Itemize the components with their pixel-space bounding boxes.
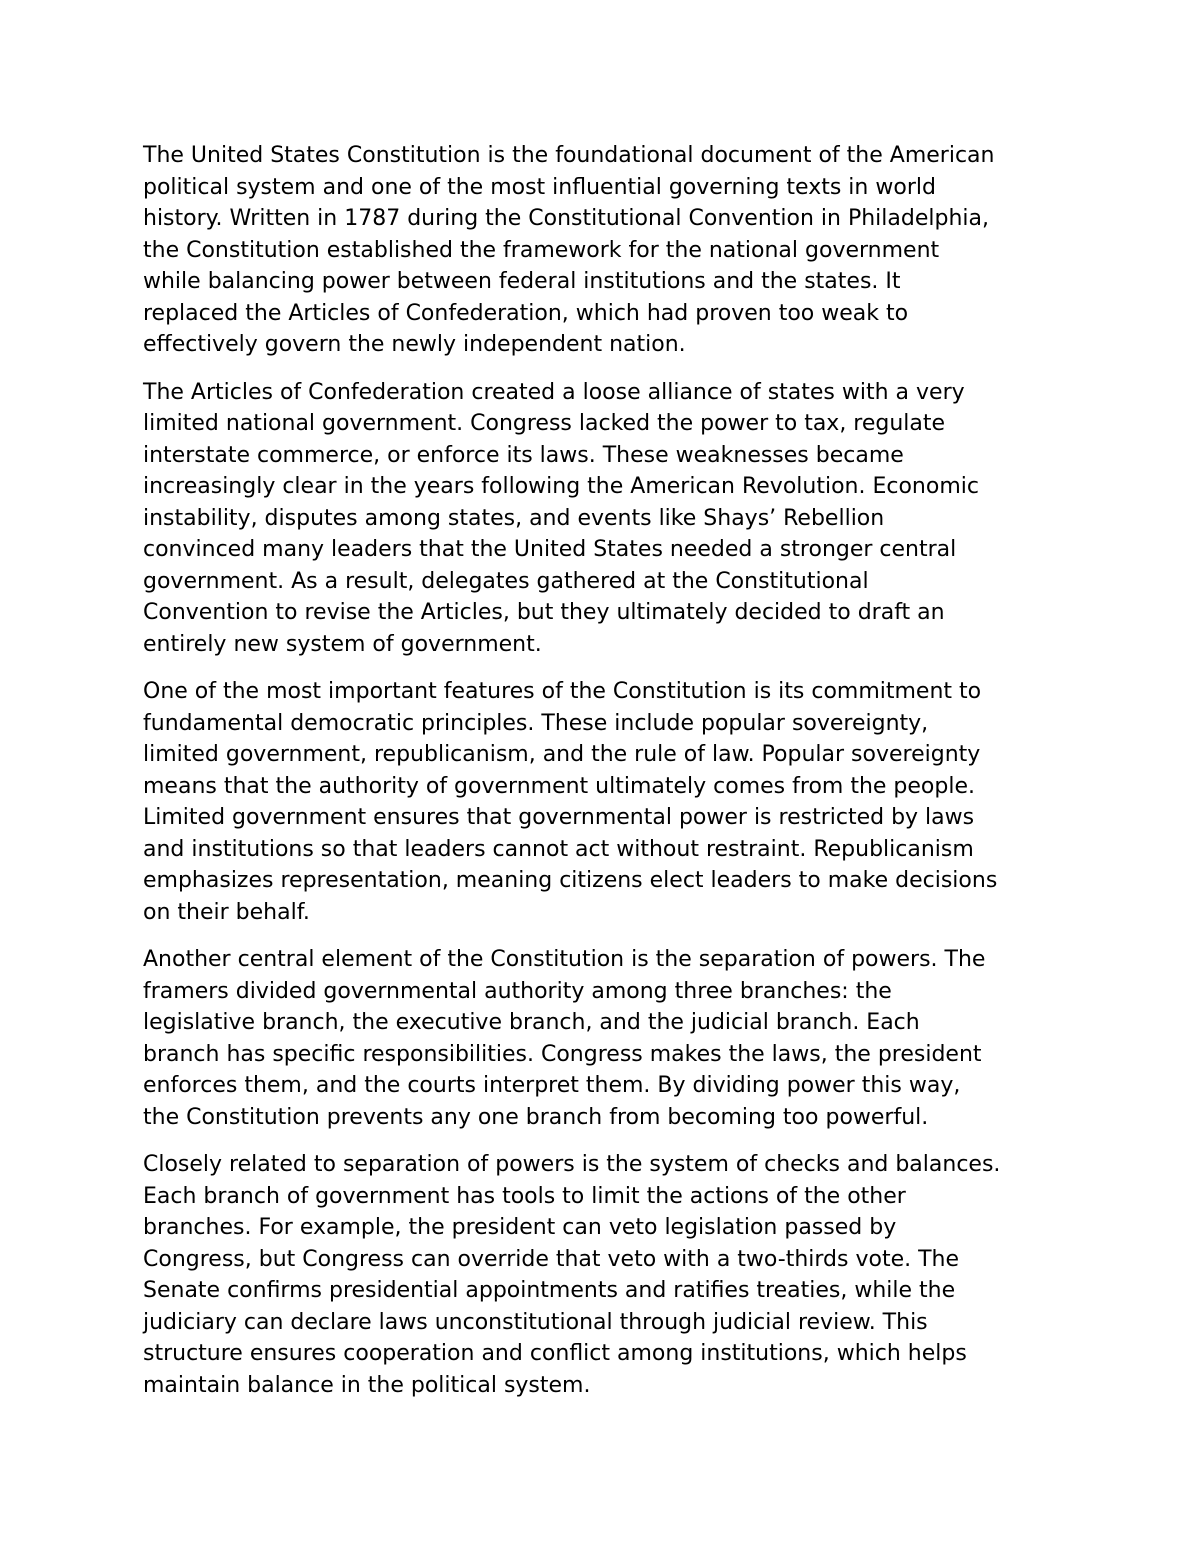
text-line: Congress, but Congress can override that veto with a two-thirds vote. The: [143, 1246, 960, 1272]
text-line: fundamental democratic principles. These include popular sovereignty,: [143, 710, 929, 736]
text-line: The United States Constitution is the foundational document of the American: [143, 143, 995, 168]
text-line: Each branch of government has tools to limit the actions of the other: [143, 1183, 906, 1209]
text-line: limited government, republicanism, and the rule of law. Popular sovereignty: [143, 742, 981, 767]
text-line: the Constitution established the framework for the national government: [143, 237, 940, 263]
text-line: replaced the Articles of Confederation, which had proven too weak to: [143, 300, 909, 326]
paragraph-2: [143, 377, 1058, 661]
paragraph-4: [143, 944, 1058, 1133]
text-line: The Articles of Confederation created a loose alliance of states with a very: [143, 379, 965, 405]
text-line: effectively govern the newly independent nation.: [143, 332, 686, 357]
text-line: entirely new system of government.: [143, 631, 542, 657]
text-line: increasingly clear in the years following the American Revolution. Economic: [143, 474, 979, 499]
text-line: convinced many leaders that the United States needed a stronger central: [143, 537, 957, 562]
paragraph-5: [143, 1149, 1058, 1401]
text-line: while balancing power between federal institutions and the states. It: [143, 269, 901, 294]
text-line: means that the authority of government ultimately comes from the people.: [143, 773, 975, 799]
text-line: maintain balance in the political system.: [143, 1372, 591, 1398]
text-line: Limited government ensures that governmental power is restricted by laws: [143, 805, 975, 830]
paragraph-3: [143, 676, 1058, 928]
text-line: on their behalf.: [143, 899, 310, 925]
text-line: the Constitution prevents any one branch from becoming too powerful.: [143, 1104, 929, 1130]
text-line: and institutions so that leaders cannot act without restraint. Republicanism: [143, 836, 974, 862]
text-line: Closely related to separation of powers is the system of checks and balances.: [143, 1152, 1001, 1177]
text-line: history. Written in 1787 during the Constitutional Convention in Philadelphia,: [143, 206, 989, 231]
text-line: structure ensures cooperation and conflict among institutions, which helps: [143, 1341, 967, 1366]
text-line: One of the most important features of the Constitution is its commitment to: [143, 679, 982, 704]
text-line: framers divided governmental authority among three branches: the: [143, 978, 892, 1004]
text-line: emphasizes representation, meaning citizens elect leaders to make decisions: [143, 868, 998, 893]
text-line: interstate commerce, or enforce its laws. These weaknesses became: [143, 442, 904, 468]
text-line: government. As a result, delegates gathered at the Constitutional: [143, 568, 869, 594]
text-line: Convention to revise the Articles, but they ultimately decided to draft an: [143, 600, 945, 625]
text-line: Senate confirms presidential appointments and ratifies treaties, while the: [143, 1278, 956, 1303]
text-line: instability, disputes among states, and events like Shays’ Rebellion: [143, 505, 885, 531]
text-line: enforces them, and the courts interpret them. By dividing power this way,: [143, 1073, 961, 1098]
text-line: branches. For example, the president can veto legislation passed by: [143, 1215, 897, 1240]
document-body: [143, 140, 1058, 1417]
text-line: Another central element of the Constitution is the separation of powers. The: [143, 947, 986, 972]
text-line: branch has specific responsibilities. Congress makes the laws, the president: [143, 1041, 982, 1067]
text-line: political system and one of the most influential governing texts in world: [143, 174, 936, 200]
text-line: judiciary can declare laws unconstitutional through judicial review. This: [143, 1309, 928, 1335]
text-line: legislative branch, the executive branch, and the judicial branch. Each: [143, 1010, 920, 1035]
paragraph-1: [143, 140, 1058, 361]
text-line: limited national government. Congress lacked the power to tax, regulate: [143, 411, 946, 436]
